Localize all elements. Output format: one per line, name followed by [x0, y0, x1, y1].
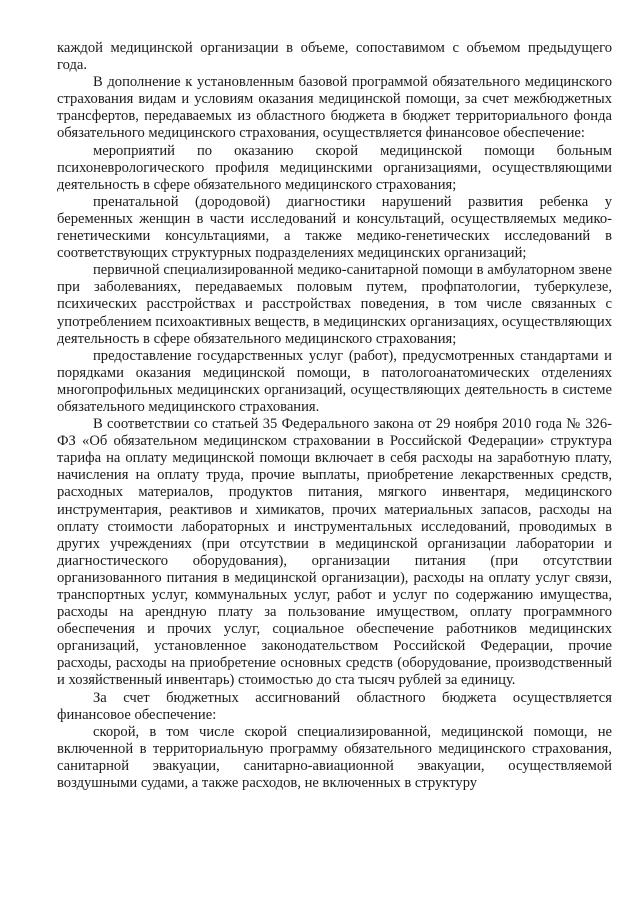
list-item-ambulance-psychoneurological: мероприятий по оказанию скорой медицинской помощи больным психоневрологического профиля медицинскими организациями, осуществляющими деятельность в сфере обязательного медицинского страхования; [57, 142, 612, 193]
list-item-primary-specialized-care: первичной специализированной медико-санитарной помощи в амбулаторном звене при заболеваниях, передаваемых половым путем, профпатологии, туберкулезе, психических расстройствах и расстройствах поведения, в том числе связанных с употреблением психоактивных веществ, в медицинских организациях, осуществляющих деятельность в сфере обязательного медицинского страхования; [57, 262, 612, 347]
paragraph-tariff-structure: В соответствии со статьей 35 Федерального закона от 29 ноября 2010 года № 326-ФЗ «Об обязательном медицинском страховании в Российской Федерации» структура тарифа на оплату медицинской помощи включает в себя расходы на заработную плату, начисления на оплату труда, прочие выплаты, приобретение лекарственных средств, расходных материалов, продуктов питания, мягкого инвентаря, медицинского инструментария, реактивов и химикатов, прочих материальных запасов, расходы на оплату стоимости лабораторных и инструментальных исследований, проводимых в других учреждениях (при отсутствии в медицинской организации лаборатории и диагностического оборудования), организации питания (при отсутствии организованного питания в медицинской организации), расходы на оплату услуг связи, транспортных услуг, коммунальных услуг, работ и услуг по содержанию имущества, расходы на арендную плату за пользование имуществом, оплату программного обеспечения и прочих услуг, социальное обеспечение работников медицинских организаций, установленное законодательством Российской Федерации, прочие расходы, расходы на приобретение основных средств (оборудование, производственный и хозяйственный инвентарь) стоимостью до ста тысяч рублей за единицу. [57, 416, 612, 689]
list-item-prenatal-diagnostics: пренатальной (дородовой) диагностики нарушений развития ребенка у беременных женщин в части исследований и консультаций, осуществляемых медико-генетическими консультациями, а также медико-генетических исследований в соответствующих структурных подразделениях медицинских организаций; [57, 193, 612, 262]
paragraph-regional-budget: За счет бюджетных ассигнований областного бюджета осуществляется финансовое обеспечение: [57, 689, 612, 723]
paragraph-additional-funding: В дополнение к установленным базовой программой обязательного медицинского страхования видам и условиям оказания медицинской помощи, за счет межбюджетных трансфертов, передаваемых из областного бюджета в бюджет территориального фонда обязательного медицинского страхования, осуществляется финансовое обеспечение: [57, 74, 612, 142]
document-page [57, 40, 612, 792]
list-item-state-services: предоставление государственных услуг (работ), предусмотренных стандартами и порядками оказания медицинской помощи, в патологоанатомических отделениях многопрофильных медицинских организаций, осуществляющих деятельность в системе обязательного медицинского страхования. [57, 347, 612, 415]
paragraph-continuation: каждой медицинской организации в объеме, сопоставимом с объемом предыдущего года. [57, 40, 612, 74]
list-item-emergency-care: скорой, в том числе скорой специализированной, медицинской помощи, не включенной в территориальную программу обязательного медицинского страхования, санитарной эвакуации, санитарно-авиационной эвакуации, осуществляемой воздушными судами, а также расходов, не включенных в структуру [57, 723, 612, 792]
